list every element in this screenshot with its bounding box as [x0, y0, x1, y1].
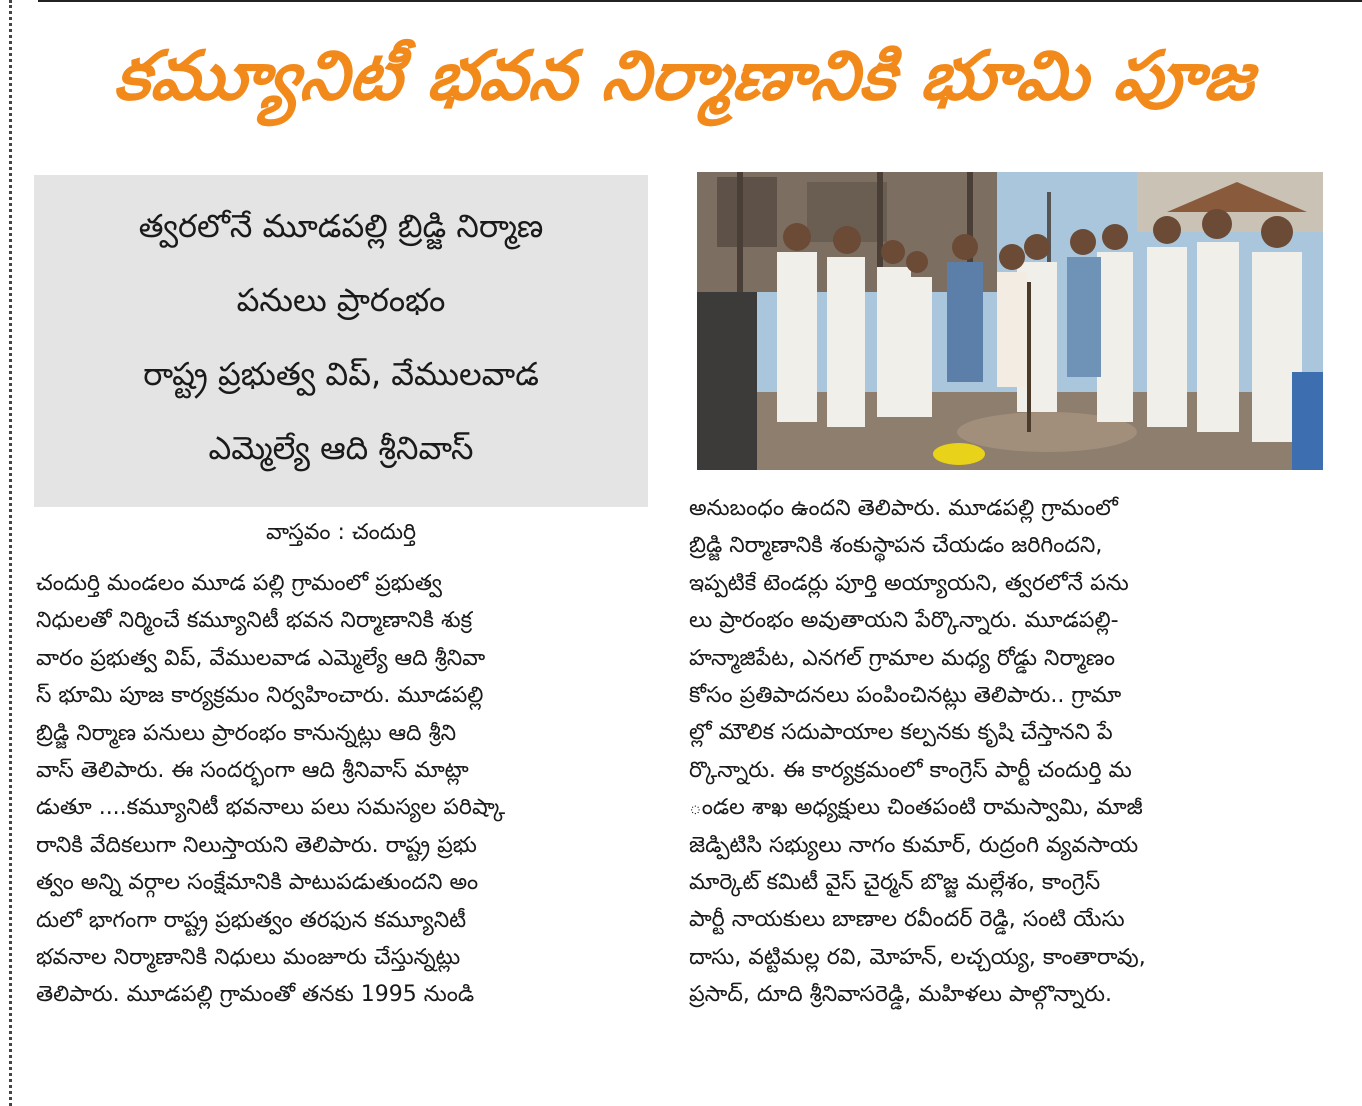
article-line: రానికి వేదికలుగా నిలుస్తాయని తెలిపారు. రాష్ట్ర ప్రభు — [36, 832, 477, 858]
top-rule — [38, 0, 1362, 2]
article-line: పార్టీ నాయకులు బాణాల రవీందర్ రెడ్డి, సంటి యేసు — [689, 907, 1125, 933]
article-line: వారం ప్రభుత్వ విప్, వేములవాడ ఎమ్మెల్యే ఆది శ్రీనివా — [36, 645, 486, 671]
dotted-column-rule — [9, 0, 12, 1106]
article-column-left — [36, 565, 648, 1014]
article-line: నిధులతో నిర్మించే కమ్యూనిటీ భవన నిర్మాణానికి శుక్ర — [36, 608, 473, 634]
article-line: అనుబంధం ఉందని తెలిపారు. మూడపల్లి గ్రామంలో — [689, 496, 1118, 521]
article-line: తెలిపారు. మూడపల్లి గ్రామంతో తనకు 1995 నుండి — [36, 982, 475, 1008]
article-line: ప్రసాద్, దూది శ్రీనివాసరెడ్డి, మహిళలు పాల్గొన్నారు. — [689, 982, 1112, 1008]
headline: కమ్యూనిటీ భవన నిర్మాణానికి భూమి పూజ — [110, 37, 1260, 116]
article-line: దాసు, వట్టిమల్ల రవి, మోహన్, లచ్చయ్య, కాంతారావు, — [689, 944, 1146, 970]
subheadline-line: పనులు ప్రారంభం — [236, 281, 446, 319]
article-line: హన్మాజిపేట, ఎనగల్ గ్రామాల మధ్య రోడ్డు నిర్మాణం — [689, 645, 1116, 671]
news-photo — [697, 172, 1323, 470]
article-line: డుతూ ....కమ్యూనిటీ భవనాలు పలు సమస్యల పరిష్కా — [36, 795, 506, 821]
article-line: వాస్ తెలిపారు. ఈ సందర్భంగా ఆది శ్రీనివాస్ మాట్లా — [36, 758, 469, 784]
article-line: ఇప్పటికే టెండర్లు పూర్తి అయ్యాయని, త్వరలోనే పను — [689, 570, 1129, 596]
article-column-right — [689, 490, 1329, 1014]
subheadline-line: త్వరలోనే మూడపల్లి బ్రిడ్జి నిర్మాణ — [138, 207, 544, 245]
article-line: మార్కెట్ కమిటీ వైస్ చైర్మన్ బొజ్జ మల్లేశం, కాంగ్రెస్ — [689, 870, 1101, 896]
article-line: బ్రిడ్జి నిర్మాణానికి శంకుస్థాపన చేయడం జరిగిందని, — [689, 533, 1103, 559]
article-line: బ్రిడ్జి నిర్మాణ పనులు ప్రారంభం కానున్నట్లు ఆది శ్రీని — [36, 720, 457, 746]
article-line: భవనాల నిర్మాణానికి నిధులు మంజూరు చేస్తున్నట్లు — [36, 945, 461, 971]
subheadline-box — [34, 175, 648, 507]
article-line: దులో భాగంగా రాష్ట్ర ప్రభుత్వం తరఫున కమ్యూనిటీ — [36, 907, 467, 933]
article-line: ల్లో మౌలిక సదుపాయాల కల్పనకు కృషి చేస్తానని పే — [689, 720, 1113, 746]
subheadline-line: ఎమ్మెల్యే ఆది శ్రీనివాస్ — [208, 429, 474, 467]
article-line: కోసం ప్రతిపాదనలు పంపించినట్లు తెలిపారు.. గ్రామా — [689, 683, 1122, 709]
article-line: త్వం అన్ని వర్గాల సంక్షేమానికి పాటుపడుతుందని అం — [36, 870, 479, 896]
article-line: ర్కొన్నారు. ఈ కార్యక్రమంలో కాంగ్రెస్ పార్టీ చందుర్తి మ — [689, 757, 1132, 783]
article-line: చందుర్తి మండలం మూడ పల్లి గ్రామంలో ప్రభుత్వ — [36, 571, 442, 596]
article-line: స్ భూమి పూజ కార్యక్రమం నిర్వహించారు. మూడపల్లి — [36, 683, 484, 709]
article-line: జెడ్పిటిసి సభ్యులు నాగం కుమార్, రుద్రంగి వ్యవసాయ — [689, 832, 1139, 858]
article-line: లు ప్రారంభం అవుతాయని పేర్కొన్నారు. మూడపల్లి- — [689, 608, 1119, 634]
dateline: వాస్తవం : చందుర్తి — [265, 520, 417, 545]
subheadline-line: రాష్ట్ర ప్రభుత్వ విప్, వేములవాడ — [143, 355, 539, 393]
article-line: ండల శాఖ అధ్యక్షులు చింతపంటి రామస్వామి, మాజీ — [689, 795, 1143, 821]
